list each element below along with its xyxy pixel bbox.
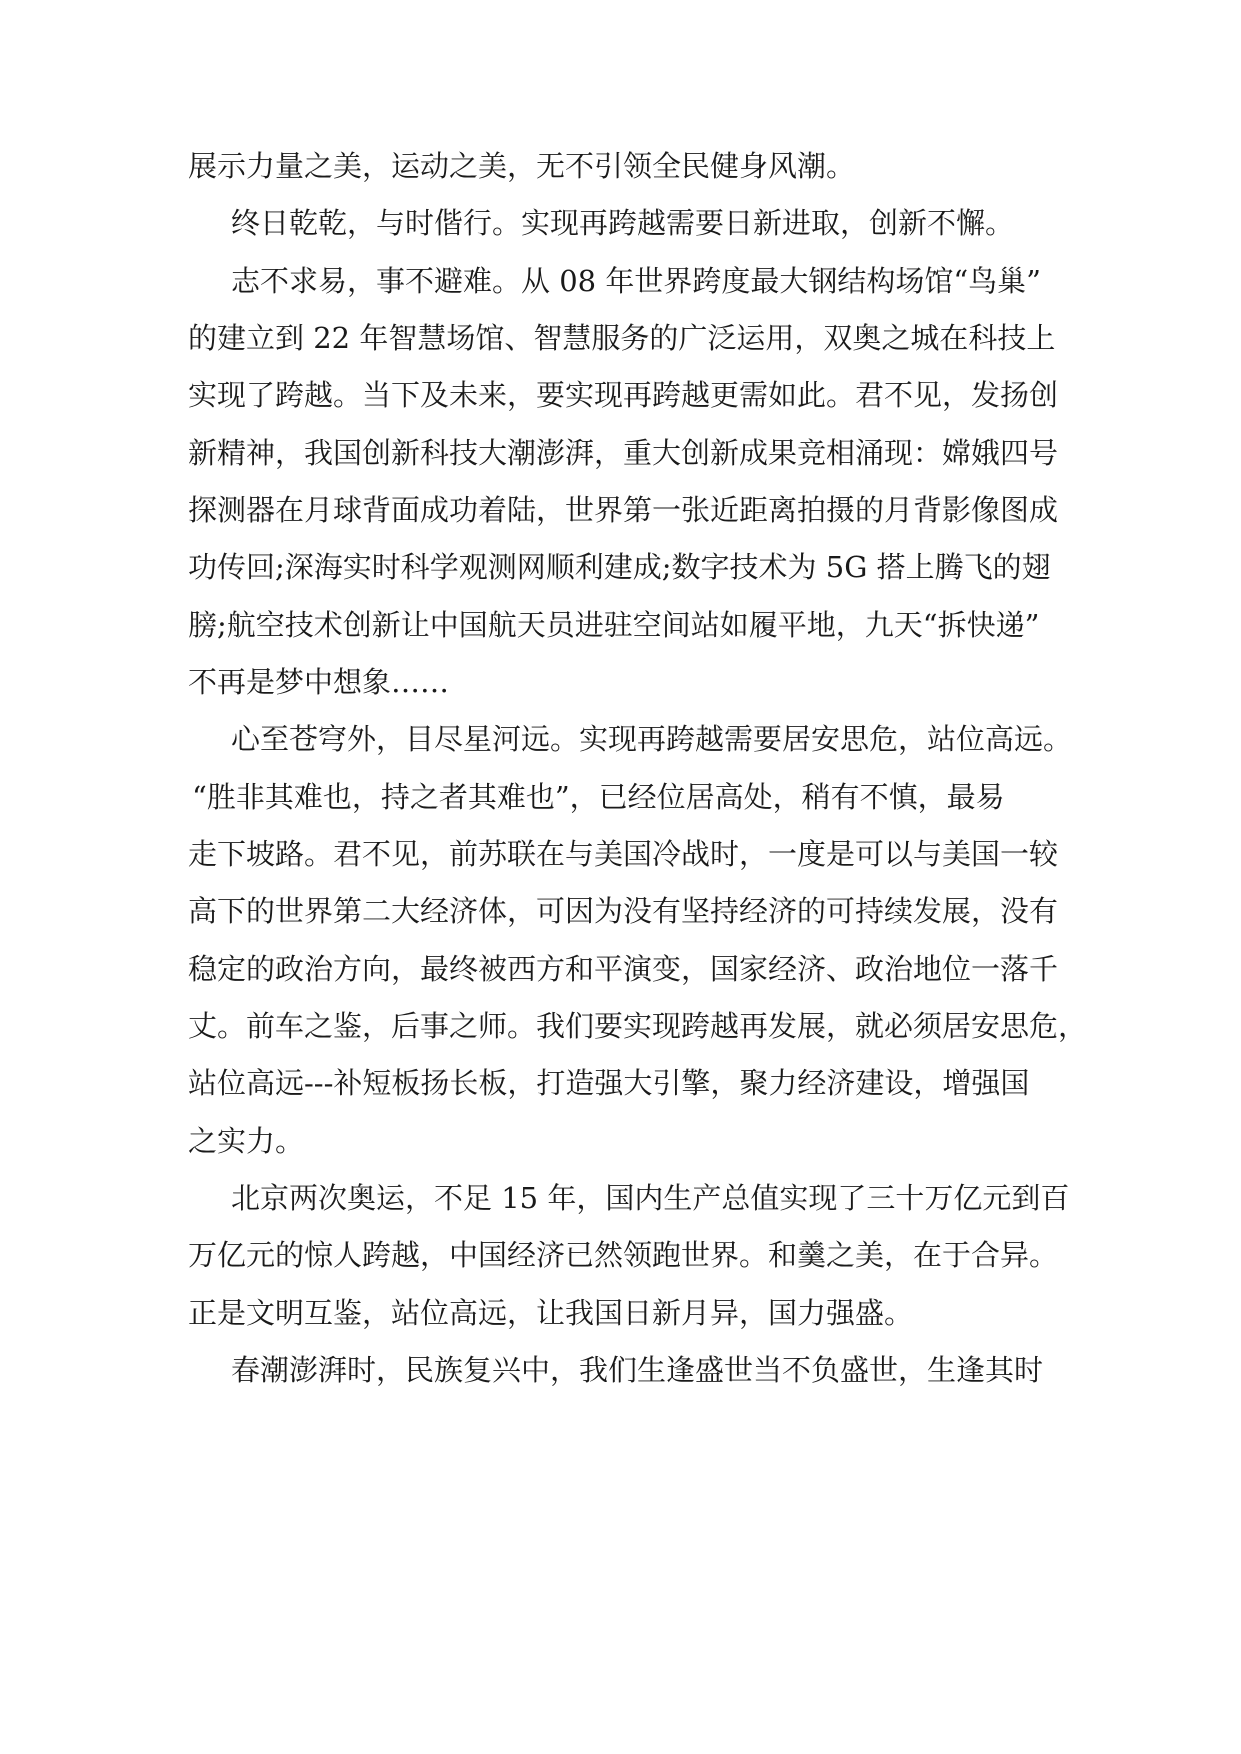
text-line: 之实力。 <box>188 1124 305 1158</box>
paragraph-first-line: 心至苍穹外，目尽星河远。实现再跨越需要居安思危，站位高远。 <box>231 722 1073 756</box>
paragraph-first-line: 北京两次奥运，不足 15 年，国内生产总值实现了三十万亿元到百 <box>231 1181 1070 1215</box>
text-line: 膀;航空技术创新让中国航天员进驻空间站如履平地，九天“拆快递” <box>188 608 1040 642</box>
text-line: 功传回;深海实时科学观测网顺利建成;数字技术为 5G 搭上腾飞的翅 <box>188 550 1051 584</box>
text-line: 丈。前车之鉴，后事之师。我们要实现跨越再发展，就必须居安思危， <box>188 1009 1088 1043</box>
text-line: 展示力量之美，运动之美，无不引领全民健身风潮。 <box>188 149 856 183</box>
text-line: 新精神，我国创新科技大潮澎湃，重大创新成果竞相涌现：嫦娥四号 <box>188 436 1059 470</box>
text-line: 探测器在月球背面成功着陆，世界第一张近距离拍摄的月背影像图成 <box>188 493 1059 527</box>
paragraph-first-line: “胜非其难也，持之者其难也”，已经位居高处，稍有不慎，最易 <box>192 780 1005 814</box>
text-line: 站位高远---补短板扬长板，打造强大引擎，聚力经济建设，增强国 <box>188 1066 1030 1100</box>
text-line: 不再是梦中想象…… <box>188 665 450 699</box>
text-line: 实现了跨越。当下及未来，要实现再跨越更需如此。君不见，发扬创 <box>188 378 1059 412</box>
paragraph-first-line: 志不求易，事不避难。从 08 年世界跨度最大钢结构场馆“鸟巢” <box>231 264 1041 298</box>
text-line: 稳定的政治方向，最终被西方和平演变，国家经济、政治地位一落千 <box>188 952 1059 986</box>
text-line: 走下坡路。君不见，前苏联在与美国冷战时，一度是可以与美国一较 <box>188 837 1059 871</box>
paragraph-first-line: 春潮澎湃时，民族复兴中，我们生逢盛世当不负盛世，生逢其时 <box>231 1353 1044 1387</box>
text-line: 正是文明互鉴，站位高远，让我国日新月异，国力强盛。 <box>188 1296 914 1330</box>
paragraph-first-line: 终日乾乾，与时偕行。实现再跨越需要日新进取，创新不懈。 <box>231 206 1015 240</box>
text-line: 高下的世界第二大经济体，可因为没有坚持经济的可持续发展，没有 <box>188 894 1059 928</box>
text-line: 万亿元的惊人跨越，中国经济已然领跑世界。和羹之美，在于合异。 <box>188 1238 1059 1272</box>
text-line: 的建立到 22 年智慧场馆、智慧服务的广泛运用，双奥之城在科技上 <box>188 321 1056 355</box>
